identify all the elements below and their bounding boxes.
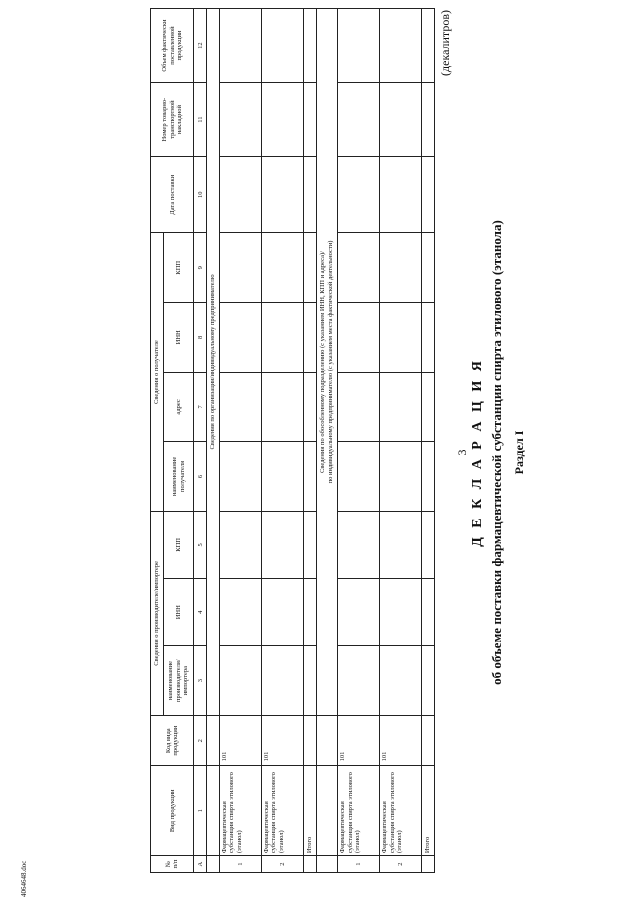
row-num: 1 xyxy=(219,856,261,873)
section-title: Раздел I xyxy=(512,430,526,475)
col-number: 2 xyxy=(194,715,207,765)
org-section-label: Сведения по организации/индивидуальному предпринимателю xyxy=(207,9,220,716)
branch-section-label-line-2: по индивидуальному предпринимателю (с указанием места фактической деятельности) xyxy=(326,240,334,484)
col-number: 6 xyxy=(194,442,207,512)
header-recipient-kpp: КПП xyxy=(163,233,194,303)
col-number: 11 xyxy=(194,83,207,157)
table-row xyxy=(338,9,380,873)
header-producer-name: наименование производителя/ импортера xyxy=(163,646,194,716)
row-product: Фармацевтическая субстанция спирта этилового (этанол) xyxy=(219,766,261,856)
declaration-table xyxy=(150,8,435,873)
column-numbers-row xyxy=(194,9,207,873)
header-product: Вид продукции xyxy=(151,766,194,856)
row-num: 2 xyxy=(380,856,422,873)
branch-section-label-line-1: Сведения по обособленному подразделению (с указанием ИНН, КПП и адреса)/ xyxy=(319,251,327,473)
row-num: 1 xyxy=(338,856,380,873)
col-number: 7 xyxy=(194,372,207,442)
col-number: 5 xyxy=(194,511,207,578)
table-row xyxy=(261,9,303,873)
table-row xyxy=(380,9,422,873)
row-code: 101 xyxy=(219,715,261,765)
row-product: Фармацевтическая субстанция спирта этилового (этанол) xyxy=(261,766,303,856)
row-num: 2 xyxy=(261,856,303,873)
row-product: Фармацевтическая субстанция спирта этилового (этанол) xyxy=(380,766,422,856)
total-row xyxy=(422,9,435,873)
total-label: Итого xyxy=(303,766,316,856)
header-num: № п/п xyxy=(151,856,194,873)
branch-section-label xyxy=(316,9,338,716)
total-label: Итого xyxy=(422,766,435,856)
header-recipient-inn: ИНН xyxy=(163,303,194,373)
header-date: Дата поставки xyxy=(151,157,194,233)
footer-filename: 4064648.doc xyxy=(20,860,28,897)
page-subtitle: об объеме поставки фармацевтической субстанции спирта этилового (этанола) xyxy=(489,220,504,685)
unit-label: (декалитров) xyxy=(438,10,452,76)
header-row-1 xyxy=(151,9,164,873)
header-code: Код вида продукции xyxy=(151,715,194,765)
row-code: 101 xyxy=(380,715,422,765)
row-code: 101 xyxy=(261,715,303,765)
header-producer-kpp: КПП xyxy=(163,511,194,578)
col-number: 8 xyxy=(194,303,207,373)
col-number: 3 xyxy=(194,646,207,716)
col-number: 10 xyxy=(194,157,207,233)
col-number: 9 xyxy=(194,233,207,303)
total-row xyxy=(303,9,316,873)
page-title: Д Е К Л А Р А Ц И Я xyxy=(470,358,485,547)
header-volume: Объем фактически поставленной продукции xyxy=(151,9,194,83)
org-section-row xyxy=(207,9,220,873)
header-producer-inn: ИНН xyxy=(163,579,194,646)
col-number: 4 xyxy=(194,579,207,646)
header-recipient-address: адрес xyxy=(163,372,194,442)
col-number: 1 xyxy=(194,766,207,856)
header-waybill: Номер товарно-транспортной накладной xyxy=(151,83,194,157)
branch-section-row xyxy=(316,9,338,873)
header-recipient-group: Сведения о получателе xyxy=(151,233,164,511)
col-number: А xyxy=(194,856,207,873)
page-number: 3 xyxy=(455,449,469,456)
row-code: 101 xyxy=(338,715,380,765)
col-number: 12 xyxy=(194,9,207,83)
row-product: Фармацевтическая субстанция спирта этилового (этанол) xyxy=(338,766,380,856)
table-row xyxy=(219,9,261,873)
header-recipient-name: наименование получателя xyxy=(163,442,194,512)
header-producer-group: Сведения о производителе/импортере xyxy=(151,511,164,715)
